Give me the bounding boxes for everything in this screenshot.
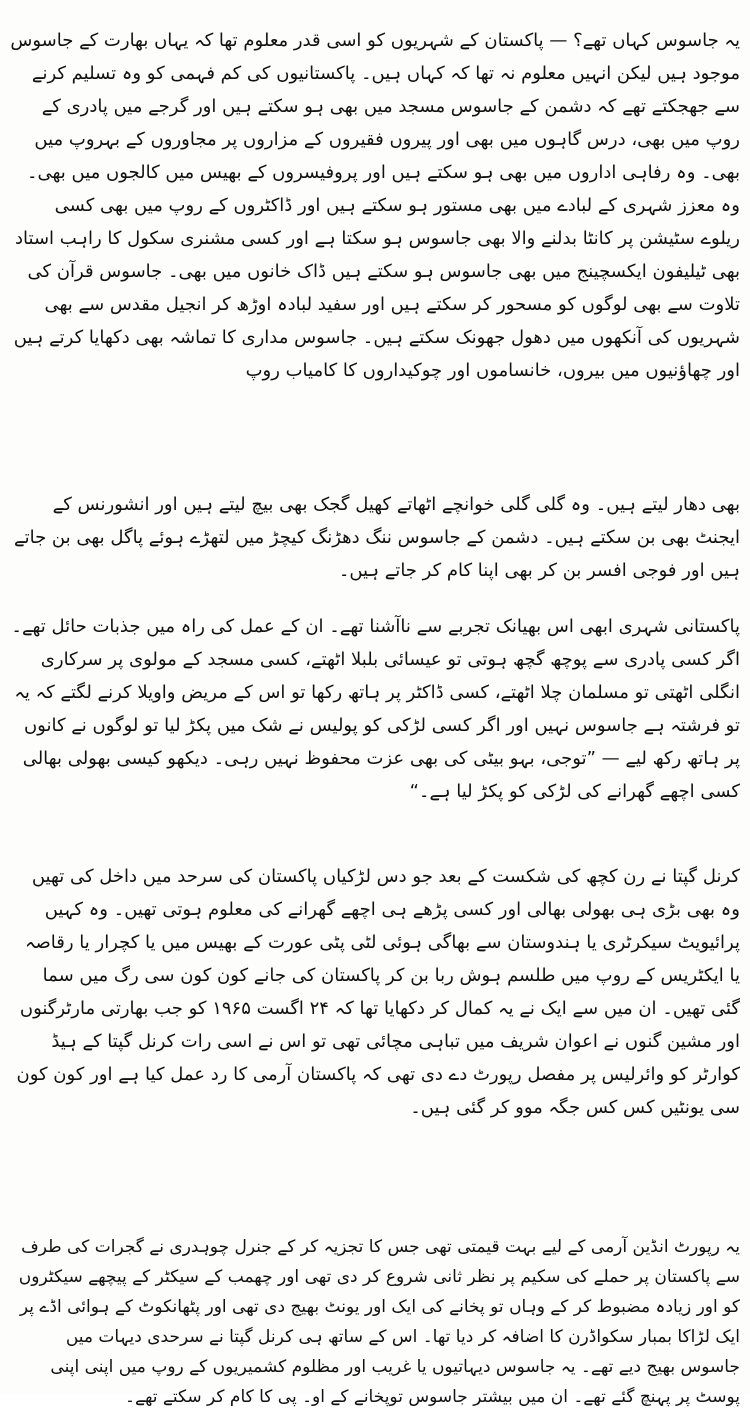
paragraph-public-emotions: پاکستانی شہری ابھی اس بھیانک تجربے سے ناآشنا تھے۔ ان کے عمل کی راہ میں جذبات حائل تھے۔ اگر کسی پادری سے پوچھ گچھ ہوتی تو عیسائی بلبلا اٹھتے، کسی مسجد کے مولوی پر سرکاری انگلی اٹھتی تو مسلمان چلا اٹھتے، کسی ڈاکٹر پر ہاتھ رکھا تو اس کے مریض واویلا کرنے لگتے کہ یہ تو فرشتہ ہے جاسوس نہیں اور اگر کسی لڑکی کو پولیس نے شک میں پکڑ لیا تو لوگوں نے کانوں پر ہاتھ رکھ لیے — ”توجی، بہو بیٹی کی بھی عزت محفوظ نہیں رہی۔ دیکھو کیسی بھولی بھالی کسی اچھے گھرانے کی لڑکی کو پکڑ لیا ہے۔“ xyxy=(11,616,740,802)
paragraph-colonel-gupta-girls: کرنل گپتا نے رن کچھ کی شکست کے بعد جو دس لڑکیاں پاکستان کی سرحد میں داخل کی تھیں وہ بھی بڑی ہی بھولی بھالی اور کسی پڑھے ہی اچھے گھرانے کی معلوم ہوتی تھیں۔ وہ کہیں پرائیویٹ سیکرٹری یا ہندوستان سے بھاگی ہوئی لٹی پٹی عورت کے بھیس میں یا کچرار یا رقاصہ یا ایکٹریس کے روپ میں طلسم ہوش ربا بن کر پاکستان کی جانے کون کون سی رگ میں سما گئی تھیں۔ ان میں سے ایک نے یہ کمال کر دکھایا تھا کہ ۲۴ اگست ۱۹۶۵ کو جب بھارتی مارٹرگنوں اور مشین گنوں نے اعوان شریف میں تباہی مچائی تھی تو اس نے اسی رات کرنل گپتا کے ہیڈ کوارٹر کو وائرلیس پر مفصل رپورٹ دے دی تھی کہ پاکستان آرمی کا رد عمل کیا ہے اور کون کون سی یونٹیں کس کس جگہ موو کر گئی ہیں۔ xyxy=(16,866,740,1118)
paragraph-report-analysis: یہ رپورٹ انڈین آرمی کے لیے بہت قیمتی تھی جس کا تجزیہ کر کے جنرل چوہدری نے گجرات کی طرف سے پاکستان پر حملے کی سکیم پر نظر ثانی شروع کر دی تھی اور چھمب کے سیکٹر کے پیچھے سیکٹروں کو اور زیادہ مضبوط کر کے وہاں تو پخانے کی ایک اور یونٹ بھیج دی تھی اور پٹھانکوٹ کے ہوائی اڈے پر ایک لڑاکا بمبار سکواڈرن کا اضافہ کر دیا تھا۔ اس کے ساتھ ہی کرنل گپتا نے سرحدی دیہات میں جاسوس بھیج دیے تھے۔ یہ جاسوس دیہاتیوں یا غریب اور مظلوم کشمیریوں کے روپ میں اپنی اپنی پوسٹ پر پہنچ گئے تھے۔ ان میں بیشتر جاسوس توپخانے کے او۔ پی کا کام کر سکتے تھے۔ xyxy=(18,1237,740,1407)
paragraph-spies-locations: یہ جاسوس کہاں تھے؟ — پاکستان کے شہریوں کو اسی قدر معلوم تھا کہ یہاں بھارت کے جاسوس موجود ہیں لیکن انہیں معلوم نہ تھا کہ کہاں ہیں۔ پاکستانیوں کی کم فہمی کو وہ تسلیم کرنے سے جھجکتے تھے کہ دشمن کے جاسوس مسجد میں بھی ہو سکتے ہیں اور گرجے میں پادری کے روپ میں بھی، درس گاہوں میں بھی اور پیروں فقیروں کے مزاروں پر مجاوروں کے بہروپ میں بھی۔ وہ رفاہی اداروں میں بھی ہو سکتے ہیں اور پروفیسروں کے بھیس میں کالجوں میں بھی۔ وہ معزز شہری کے لبادے میں بھی مستور ہو سکتے ہیں اور ڈاکٹروں کے روپ میں بھی کسی ریلوے سٹیشن پر کانٹا بدلنے والا بھی جاسوس ہو سکتا ہے اور کسی مشنری سکول کا راہب استاد بھی ٹیلیفون ایکسچینج میں بھی جاسوس ہو سکتے ہیں ڈاک خانوں میں بھی۔ جاسوس قرآن کی تلاوت سے بھی لوگوں کو مسحور کر سکتے ہیں اور سفید لبادہ اوڑھ کر انجیل مقدس سے بھی شہریوں کی آنکھوں میں دھول جھونک سکتے ہیں۔ جاسوس مداری کا تماشہ بھی دکھایا کرتے ہیں اور چھاؤنیوں میں بیروں، خانساموں اور چوکیداروں کا کامیاب روپ xyxy=(10,30,740,381)
paragraph-spies-disguises: بھی دھار لیتے ہیں۔ وہ گلی گلی خوانچے اٹھاتے کھیل گجک بھی بیچ لیتے ہیں اور انشورنس کے ایجنٹ بھی بن سکتے ہیں۔ دشمن کے جاسوس ننگ دھڑنگ کیچڑ میں لتھڑے ہوئے پاگل بھی بن جاتے ہیں اور فوجی افسر بن کر بھی اپنا کام کر جاتے ہیں۔ xyxy=(14,494,740,581)
